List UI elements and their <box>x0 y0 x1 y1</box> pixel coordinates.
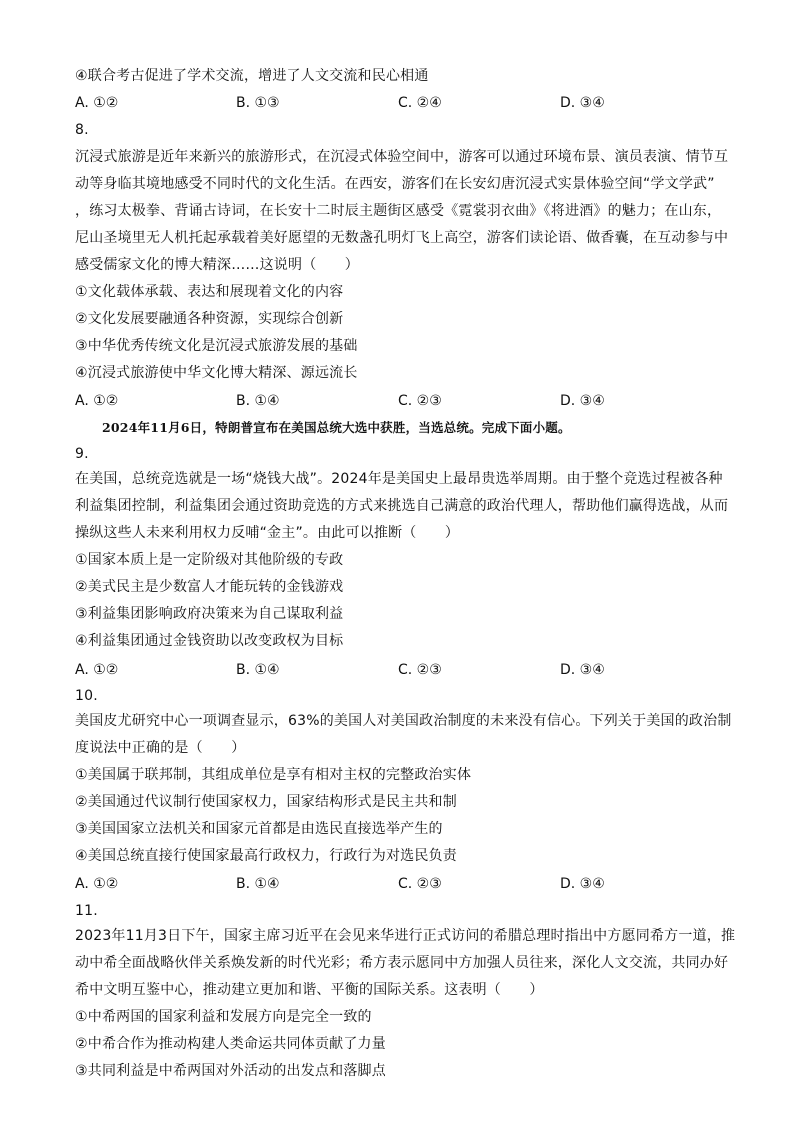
q11-stem-line: 2023年11月3日下午，国家主席习近平在会见来华进行正式访问的希腊总理时指出中方愿同希方一道，推 <box>75 928 736 944</box>
q9-stem-line: 在美国，总统竞选就是一场“烧钱大战”。2024年是美国史上最昂贵选举周期。由于整个竞选过程被各种 <box>75 471 723 487</box>
q9-statement-3: ③利益集团影响政府决策来为自己谋取利益 <box>75 606 344 622</box>
q9-stem-line: 操纵这些人未来利用权力反哺“金主”。由此可以推断（ ） <box>75 525 460 541</box>
q8-statement-4: ④沉浸式旅游使中华文化博大精深、源远流长 <box>75 365 358 381</box>
option-c[interactable]: C. ②③ <box>398 876 442 892</box>
option-b[interactable]: B. ①④ <box>236 876 280 892</box>
q8-number: 8. <box>75 122 89 138</box>
q10-stem-line: 美国皮尤研究中心一项调查显示，63%的美国人对美国政治制度的未来没有信心。下列关于美国的政治制 <box>75 713 732 729</box>
option-d[interactable]: D. ③④ <box>560 876 605 892</box>
q10-statement-4: ④美国总统直接行使国家最高行政权力，行政行为对选民负责 <box>75 848 457 864</box>
section-note: 2024年11月6日，特朗普宣布在美国总统大选中获胜，当选总统。完成下面小题。 <box>102 420 571 435</box>
option-d[interactable]: D. ③④ <box>560 95 605 111</box>
q11-stem-line: 动中希全面战略伙伴关系焕发新的时代光彩；希方表示愿同中方加强人员往来，深化人文交流，共同办好 <box>75 955 729 971</box>
q9-statement-1: ①国家本质上是一定阶级对其他阶级的专政 <box>75 552 344 568</box>
q8-stem-line: 感受儒家文化的博大精深……这说明（ ） <box>75 257 359 273</box>
q11-statement-2: ②中希合作为推动构建人类命运共同体贡献了力量 <box>75 1036 386 1052</box>
q8-statement-1: ①文化载体承载、表达和展现着文化的内容 <box>75 284 344 300</box>
q10-statement-1: ①美国属于联邦制，其组成单位是享有相对主权的完整政治实体 <box>75 767 472 783</box>
option-a[interactable]: A. ①② <box>75 393 119 409</box>
option-b[interactable]: B. ①④ <box>236 662 280 678</box>
q8-stem-line: 动等身临其境地感受不同时代的文化生活。在西安，游客们在长安幻唐沉浸式实景体验空间“学文学武” <box>75 176 715 192</box>
q11-number: 11. <box>75 903 98 919</box>
option-c[interactable]: C. ②③ <box>398 662 442 678</box>
q10-number: 10. <box>75 688 98 704</box>
q8-stem-line: 尼山圣境里无人机托起承载着美好愿望的无数盏孔明灯飞上高空，游客们读论语、做香囊，在互动参与中 <box>75 230 729 246</box>
option-d[interactable]: D. ③④ <box>560 662 605 678</box>
option-b[interactable]: B. ①④ <box>236 393 280 409</box>
q8-stem-line: ，练习太极拳、背诵古诗词，在长安十二时辰主题街区感受《霓裳羽衣曲》《将进酒》的魅力；在山东， <box>75 203 722 219</box>
q10-stem-line: 度说法中正确的是（ ） <box>75 740 246 756</box>
q8-statement-2: ②文化发展要融通各种资源，实现综合创新 <box>75 311 344 327</box>
q9-stem-line: 利益集团控制，利益集团会通过资助竞选的方式来挑选自己满意的政治代理人，帮助他们赢得选战，从而 <box>75 498 729 514</box>
option-c[interactable]: C. ②③ <box>398 393 442 409</box>
q10-statement-3: ③美国国家立法机关和国家元首都是由选民直接选举产生的 <box>75 821 443 837</box>
option-b[interactable]: B. ①③ <box>236 95 280 111</box>
q11-statement-1: ①中希两国的国家利益和发展方向是完全一致的 <box>75 1009 372 1025</box>
q11-stem-line: 希中文明互鉴中心，推动建立更加和谐、平衡的国际关系。这表明（ ） <box>75 982 544 998</box>
q9-statement-2: ②美式民主是少数富人才能玩转的金钱游戏 <box>75 579 344 595</box>
q8-statement-3: ③中华优秀传统文化是沉浸式旅游发展的基础 <box>75 338 358 354</box>
q11-statement-3: ③共同利益是中希两国对外活动的出发点和落脚点 <box>75 1063 386 1079</box>
option-a[interactable]: A. ①② <box>75 662 119 678</box>
q10-statement-2: ②美国通过代议制行使国家权力，国家结构形式是民主共和制 <box>75 794 457 810</box>
q9-number: 9. <box>75 446 89 462</box>
option-d[interactable]: D. ③④ <box>560 393 605 409</box>
q7-statement-4: ④联合考古促进了学术交流，增进了人文交流和民心相通 <box>75 68 429 84</box>
option-a[interactable]: A. ①② <box>75 876 119 892</box>
option-c[interactable]: C. ②④ <box>398 95 442 111</box>
q9-statement-4: ④利益集团通过金钱资助以改变政权为目标 <box>75 633 344 649</box>
q8-stem-line: 沉浸式旅游是近年来新兴的旅游形式，在沉浸式体验空间中，游客可以通过环境布景、演员表演、情节互 <box>75 149 729 165</box>
option-a[interactable]: A. ①② <box>75 95 119 111</box>
